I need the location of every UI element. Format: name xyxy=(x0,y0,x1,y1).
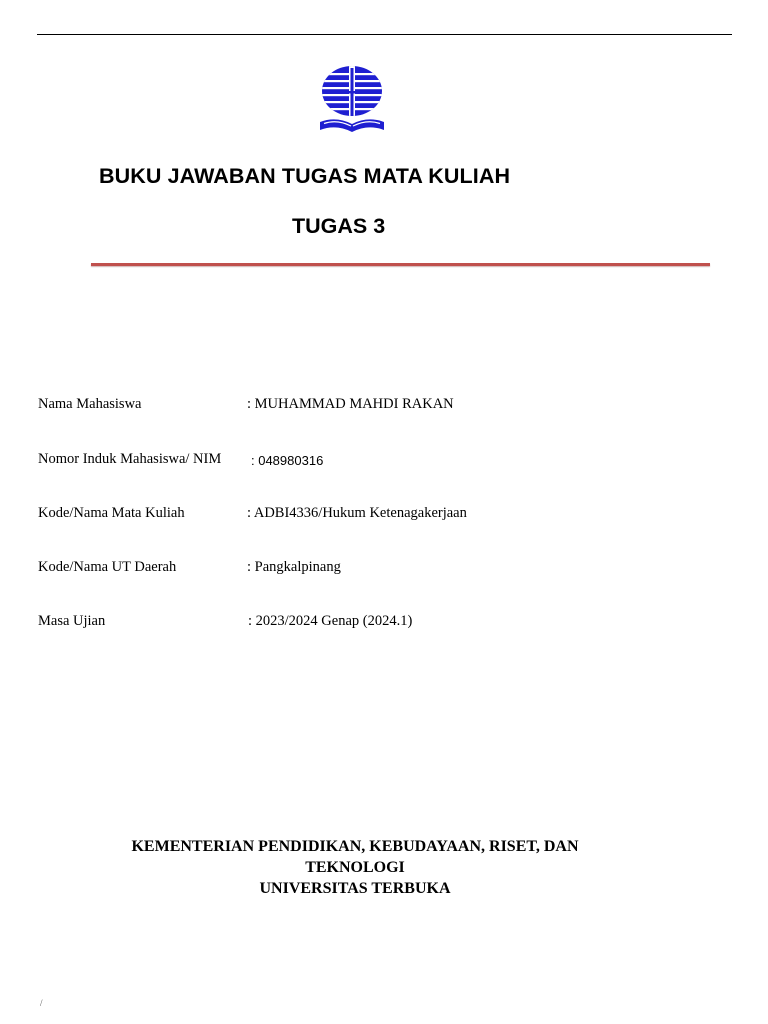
top-divider xyxy=(37,34,732,35)
institution-footer xyxy=(100,836,610,899)
info-label: Nama Mahasiswa xyxy=(38,396,142,412)
university-name: UNIVERSITAS TERBUKA xyxy=(259,880,451,897)
ministry-line-2: TEKNOLOGI xyxy=(305,859,405,876)
info-value: : ADBI4336/Hukum Ketenagakerjaan xyxy=(247,505,467,521)
ministry-line-1: KEMENTERIAN PENDIDIKAN, KEBUDAYAAN, RISET, DAN xyxy=(131,838,579,855)
info-label: Masa Ujian xyxy=(38,613,106,629)
info-label: Kode/Nama Mata Kuliah xyxy=(38,505,185,521)
universitas-terbuka-logo-icon xyxy=(316,64,388,136)
info-value: : Pangkalpinang xyxy=(247,559,341,575)
info-value: : MUHAMMAD MAHDI RAKAN xyxy=(247,396,454,412)
info-value: : 048980316 xyxy=(251,453,324,468)
document-subtitle: TUGAS 3 xyxy=(292,214,386,238)
page-mark: / xyxy=(40,998,43,1008)
info-label: Kode/Nama UT Daerah xyxy=(38,559,177,575)
info-label: Nomor Induk Mahasiswa/ NIM xyxy=(38,451,222,467)
info-value: : 2023/2024 Genap (2024.1) xyxy=(248,613,413,629)
title-underline xyxy=(91,263,710,266)
document-title: BUKU JAWABAN TUGAS MATA KULIAH xyxy=(99,164,511,188)
